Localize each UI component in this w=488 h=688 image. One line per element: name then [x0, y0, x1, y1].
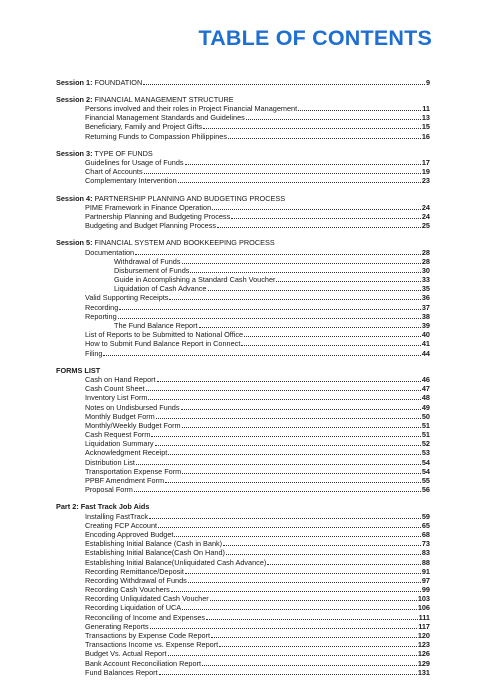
page-number: 23	[421, 176, 430, 186]
leader-dots	[136, 463, 421, 465]
entry-title: Monthly/Weekly Budget Form	[85, 420, 181, 430]
leader-dots	[182, 262, 421, 264]
toc-entry[interactable]	[56, 203, 430, 212]
toc-entry[interactable]	[56, 412, 430, 421]
page-number: 73	[421, 539, 430, 549]
toc-entry[interactable]	[56, 448, 430, 457]
leader-dots	[228, 137, 421, 139]
page-number: 47	[421, 384, 430, 394]
session-title: Session 1: FOUNDATION	[56, 77, 143, 87]
toc-session-entry[interactable]	[56, 193, 430, 202]
page-number: 106	[417, 603, 430, 613]
session-number: Session 5:	[56, 238, 93, 248]
page-number: 41	[421, 339, 430, 349]
leader-dots	[149, 517, 421, 519]
leader-dots	[182, 608, 417, 610]
leader-dots	[212, 208, 421, 210]
leader-dots	[199, 326, 421, 328]
leader-dots	[165, 481, 421, 483]
toc-entry[interactable]	[56, 402, 430, 411]
entry-title: Financial Management Standards and Guidelines	[85, 113, 245, 123]
entry-title: Notes on Undisbursed Funds	[85, 402, 180, 412]
section-heading: FORMS LIST	[56, 365, 101, 375]
leader-dots	[159, 673, 417, 675]
toc-session-entry[interactable]	[56, 238, 430, 247]
session-title: Session 5: FINANCIAL SYSTEM AND BOOKKEEPING PROCESS	[56, 238, 275, 248]
entry-title: Budgeting and Budget Planning Process	[85, 221, 217, 231]
leader-dots	[231, 217, 421, 219]
entry-title: Generating Reports	[85, 621, 149, 631]
leader-dots	[146, 389, 421, 391]
leader-dots	[118, 317, 421, 319]
page-number: 59	[421, 511, 430, 521]
page-number: 30	[421, 265, 430, 275]
entry-title: Beneficiary, Family and Project Gifts	[85, 122, 203, 132]
page-number: 15	[421, 122, 430, 132]
page-number: 38	[421, 311, 430, 321]
page-number: 24	[421, 202, 430, 212]
entry-title: PPBF Amendment Form	[85, 476, 165, 485]
leader-dots	[226, 553, 421, 555]
leader-dots	[210, 599, 417, 601]
page-number: 131	[417, 667, 430, 677]
page-title: TABLE OF CONTENTS	[198, 26, 432, 50]
toc-entry[interactable]	[56, 557, 430, 566]
toc-entry[interactable]	[56, 594, 430, 603]
toc-entry[interactable]	[56, 485, 430, 494]
toc-entry[interactable]	[56, 122, 430, 131]
entry-title: Recording Liquidation of UCA	[85, 603, 182, 613]
page-number: 28	[421, 247, 430, 257]
toc-entry[interactable]	[56, 375, 430, 384]
toc-entry[interactable]	[56, 284, 430, 293]
entry-title: Liquidation Summary	[85, 439, 154, 449]
toc-entry[interactable]	[56, 266, 430, 275]
leader-dots	[181, 408, 421, 410]
entry-title: Returning Funds to Compassion Philippines	[85, 131, 227, 141]
page-number: 123	[417, 640, 430, 650]
entry-title: Bank Account Reconciliation Report	[85, 658, 202, 668]
toc-entry[interactable]	[56, 131, 430, 140]
entry-title: Establishing Initial Balance(Unliquidated Cash Advance)	[85, 557, 267, 567]
page-number: 37	[421, 302, 430, 312]
entry-title: Fund Balances Report	[85, 667, 158, 677]
leader-dots	[219, 645, 417, 647]
entry-title: Reconciling of Income and Expenses	[85, 612, 206, 622]
leader-dots	[217, 226, 421, 228]
entry-title: Filing	[85, 348, 103, 358]
entry-title: Recording Unliquidated Cash Voucher	[85, 594, 209, 604]
leader-dots	[223, 544, 421, 546]
table-of-contents	[56, 73, 430, 677]
page-number: 16	[421, 131, 430, 141]
leader-dots	[156, 417, 421, 419]
toc-entry[interactable]	[56, 176, 430, 185]
toc-entry[interactable]	[56, 576, 430, 585]
session-number: Session 3:	[56, 148, 93, 158]
toc-entry[interactable]	[56, 257, 430, 266]
entry-title: PIME Framework in Finance Operation	[85, 202, 212, 212]
leader-dots	[150, 627, 418, 629]
toc-entry[interactable]	[56, 530, 430, 539]
page-number: 11	[422, 104, 430, 114]
entry-title: Cash Count Sheet	[85, 384, 145, 394]
entry-title: Cash Request Form	[85, 430, 151, 440]
page-number: 111	[418, 612, 430, 622]
session-number: Session 1:	[56, 77, 93, 87]
toc-entry[interactable]	[56, 631, 430, 640]
leader-dots	[171, 590, 421, 592]
leader-dots	[211, 636, 417, 638]
page-number: 50	[421, 411, 430, 421]
toc-entry[interactable]	[56, 302, 430, 311]
leader-dots	[148, 398, 420, 400]
entry-title: How to Submit Fund Balance Report in Connect	[85, 339, 241, 349]
leader-dots	[182, 472, 421, 474]
entry-title: Encoding Approved Budget	[85, 529, 174, 539]
toc-entry[interactable]	[56, 430, 430, 439]
leader-dots	[244, 335, 421, 337]
page-number: 68	[421, 529, 430, 539]
page-number: 91	[421, 566, 430, 576]
leader-dots	[241, 344, 421, 346]
entry-title: Withdrawal of Funds	[114, 256, 181, 266]
toc-entry[interactable]	[56, 567, 430, 576]
leader-dots	[144, 172, 421, 174]
entry-title: Recording Remittance/Deposit	[85, 566, 184, 576]
toc-entry[interactable]	[56, 212, 430, 221]
page-number: 88	[421, 557, 430, 567]
leader-dots	[185, 572, 421, 574]
toc-entry[interactable]	[56, 439, 430, 448]
page-number: 117	[418, 621, 430, 631]
entry-title: Documentation	[85, 247, 135, 257]
page-number: 52	[421, 439, 430, 449]
page-number: 129	[417, 658, 430, 668]
entry-title: Chart of Accounts	[85, 167, 143, 177]
page-number: 46	[421, 374, 430, 384]
page-number: 35	[421, 284, 430, 294]
toc-entry[interactable]	[56, 393, 430, 402]
toc-session-entry[interactable]	[56, 78, 430, 87]
leader-dots	[188, 581, 421, 583]
page-number: 51	[421, 420, 430, 430]
page-number: 9	[425, 77, 430, 87]
toc-entry[interactable]	[56, 603, 430, 612]
entry-title: Establishing Initial Balance(Cash On Hand)	[85, 548, 225, 558]
toc-entry[interactable]	[56, 658, 430, 667]
entry-title: Recording Withdrawal of Funds	[85, 575, 187, 585]
entry-title: Transportation Expense Form	[85, 466, 182, 476]
page-number: 17	[421, 158, 430, 167]
leader-dots	[158, 526, 421, 528]
toc-entry[interactable]	[56, 339, 430, 348]
toc-entry[interactable]	[56, 113, 430, 122]
page-number: 99	[421, 585, 430, 595]
leader-dots	[267, 563, 421, 565]
entry-title: Recording Cash Vouchers	[85, 585, 170, 595]
entry-title: Guidelines for Usage of Funds	[85, 158, 184, 167]
toc-entry[interactable]	[56, 585, 430, 594]
leader-dots	[185, 163, 421, 165]
page-number: 103	[417, 594, 430, 604]
page-number: 51	[421, 430, 430, 440]
page-number: 83	[421, 548, 430, 558]
entry-title: Acknowledgment Receipt	[85, 448, 168, 458]
toc-entry[interactable]	[56, 167, 430, 176]
page-number: 19	[421, 167, 430, 177]
entry-title: Persons involved and their roles in Project Financial Management	[85, 104, 298, 114]
leader-dots	[208, 289, 421, 291]
entry-title: The Fund Balance Report	[114, 321, 198, 330]
page-number: 126	[417, 649, 430, 659]
section-heading: Part 2: Fast Track Job Aids	[56, 502, 150, 512]
toc-entry[interactable]	[56, 275, 430, 284]
toc-entry[interactable]	[56, 622, 430, 631]
page-number: 56	[421, 485, 430, 495]
page-number: 54	[421, 457, 430, 467]
toc-entry[interactable]	[56, 104, 430, 113]
entry-title: Recording	[85, 302, 119, 312]
toc-entry[interactable]	[56, 612, 430, 621]
leader-dots	[190, 271, 420, 273]
toc-entry[interactable]	[56, 511, 430, 520]
leader-dots	[169, 298, 420, 300]
leader-dots	[206, 618, 418, 620]
leader-dots	[155, 444, 421, 446]
page-number: 44	[421, 348, 430, 358]
page-number: 97	[421, 575, 430, 585]
entry-title: List of Reports to be Submitted to National Office	[85, 330, 244, 340]
entry-title: Inventory List Form	[85, 393, 148, 403]
toc-entry[interactable]	[56, 539, 430, 548]
toc-entry[interactable]	[56, 457, 430, 466]
leader-dots	[174, 535, 420, 537]
entry-title: Disbursement of Funds	[114, 265, 190, 275]
leader-dots	[202, 664, 417, 666]
entry-title: Establishing Initial Balance (Cash in Bank)	[85, 539, 223, 549]
session-title: Session 3: TYPE OF FUNDS	[56, 148, 153, 158]
session-number: Session 2:	[56, 94, 93, 104]
page-number: 49	[421, 402, 430, 412]
toc-entry[interactable]	[56, 384, 430, 393]
toc-entry[interactable]	[56, 548, 430, 557]
session-number: Session 4:	[56, 193, 93, 203]
toc-entry[interactable]	[56, 293, 430, 302]
leader-dots	[246, 118, 421, 120]
entry-title: Monthly Budget Form	[85, 411, 155, 421]
entry-title: Proposal Form	[85, 485, 133, 495]
page-number: 120	[417, 631, 430, 640]
toc-entry[interactable]	[56, 668, 430, 677]
toc-entry[interactable]	[56, 421, 430, 430]
leader-dots	[119, 308, 421, 310]
toc-session-entry[interactable]	[56, 95, 430, 104]
leader-dots	[143, 83, 425, 85]
toc-entry[interactable]	[56, 640, 430, 649]
toc-entry[interactable]	[56, 330, 430, 339]
page-number: 40	[421, 330, 430, 340]
toc-entry[interactable]	[56, 221, 430, 230]
leader-dots	[135, 253, 421, 255]
entry-title: Partnership Planning and Budgeting Process	[85, 211, 231, 221]
page-number: 36	[421, 293, 430, 303]
entry-title: Liquidation of Cash Advance	[114, 284, 207, 294]
leader-dots	[151, 435, 421, 437]
page-number: 53	[421, 448, 430, 458]
page-number: 25	[421, 221, 430, 231]
toc-entry[interactable]	[56, 521, 430, 530]
toc-entry[interactable]	[56, 158, 430, 167]
session-title: Session 4: PARTNERSHIP PLANNING AND BUDGETING PROCESS	[56, 193, 286, 203]
entry-title: Reporting	[85, 311, 117, 321]
leader-dots	[276, 280, 420, 282]
leader-dots	[134, 490, 421, 492]
page-number: 65	[421, 520, 430, 530]
toc-session-entry[interactable]	[56, 149, 430, 158]
entry-title: Cash on Hand Report	[85, 374, 156, 384]
entry-title: Guide in Accomplishing a Standard Cash Voucher	[114, 275, 276, 285]
toc-entry[interactable]	[56, 649, 430, 658]
page-number: 33	[421, 275, 430, 285]
page-number: 24	[421, 211, 430, 221]
leader-dots	[168, 654, 417, 656]
page-number: 28	[421, 256, 430, 266]
leader-dots	[168, 453, 421, 455]
toc-entry[interactable]	[56, 312, 430, 321]
entry-title: Installing FastTrack	[85, 511, 148, 521]
entry-title: Transactions Income vs. Expense Report	[85, 640, 219, 650]
page-number: 55	[421, 476, 430, 485]
entry-title: Budget Vs. Actual Report	[85, 649, 167, 659]
toc-entry[interactable]	[56, 321, 430, 330]
page-number: 13	[421, 113, 430, 123]
toc-entry[interactable]	[56, 247, 430, 256]
leader-dots	[298, 109, 421, 111]
toc-entry[interactable]	[56, 348, 430, 357]
entry-title: Complementary Intervention	[85, 176, 177, 186]
toc-entry[interactable]	[56, 476, 430, 485]
entry-title: Distribution List	[85, 457, 135, 467]
page-number: 39	[421, 321, 430, 330]
leader-dots	[157, 380, 421, 382]
leader-dots	[178, 181, 421, 183]
entry-title: Creating FCP Account	[85, 520, 158, 530]
page-number: 54	[421, 466, 430, 476]
leader-dots	[103, 354, 420, 356]
entry-title: Valid Supporting Receipts	[85, 293, 169, 303]
page-number: 48	[421, 393, 430, 403]
leader-dots	[182, 426, 421, 428]
entry-title: Transactions by Expense Code Report	[85, 631, 211, 640]
session-title: Session 2: FINANCIAL MANAGEMENT STRUCTURE	[56, 94, 234, 104]
toc-entry[interactable]	[56, 467, 430, 476]
leader-dots	[203, 127, 421, 129]
